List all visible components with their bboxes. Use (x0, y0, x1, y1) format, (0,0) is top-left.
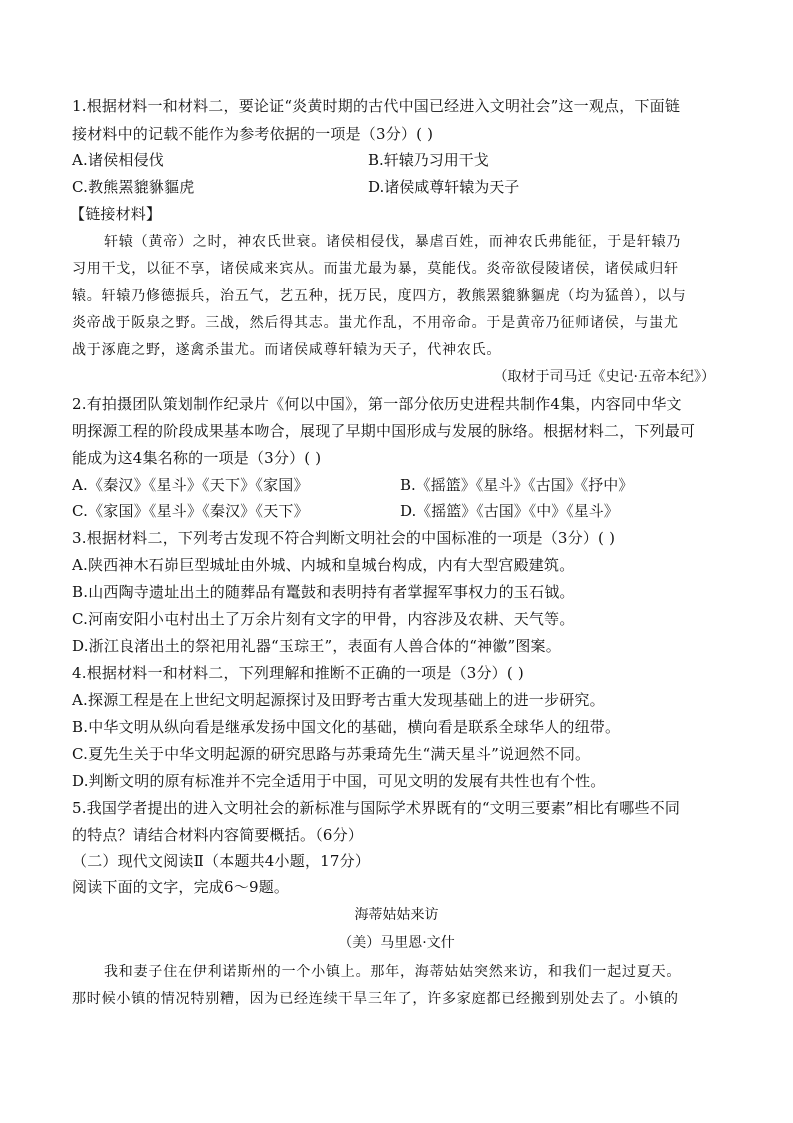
section-heading: （二）现代文阅读Ⅱ（本题共4小题，17分） (72, 852, 371, 870)
q5-stem-line1: 5.我国学者提出的进入文明社会的新标准与国际学术界既有的“文明三要素”相比有哪些不同 (72, 799, 681, 817)
q5-stem-line2: 的特点？请结合材料内容简要概括。（6分） (72, 826, 364, 844)
link-material-line: 炎帝战于阪泉之野。三战，然后得其志。蚩尤作乱，不用帝命。于是黄帝乃征师诸侯，与蚩尤 (72, 315, 679, 331)
q3-option-d: D.浙江良渚出土的祭祀用礼器“玉琮王”，表面有人兽合体的“神徽”图案。 (72, 637, 561, 655)
link-material-line: 轩辕（黄帝）之时，神农氏世衰。诸侯相侵伐，暴虐百姓，而神农氏弗能征，于是轩辕乃 (104, 234, 682, 250)
q1-option-c: C.教熊罴貔貅貙虎 (72, 178, 195, 196)
story-title: 海蒂姑姑来访 (354, 907, 439, 923)
q4-option-b: B.中华文明从纵向看是继承发扬中国文化的基础，横向看是联系全球华人的纽带。 (72, 718, 621, 736)
q1-stem-line1: 1.根据材料一和材料二，要论证“炎黄时期的古代中国已经进入文明社会”这一观点，下面链 (72, 97, 681, 115)
story-paragraph-line: 那时候小镇的情况特别糟，因为已经连续干旱三年了，许多家庭都已经搬到别处去了。小镇的 (72, 991, 679, 1007)
q1-stem-line2: 接材料中的记载不能作为参考依据的一项是（3分）( ) (72, 125, 434, 143)
story-paragraph-line: 我和妻子住在伊利诺斯州的一个小镇上。那年，海蒂姑姑突然来访，和我们一起过夏天。 (104, 964, 682, 980)
q4-option-d: D.判断文明的原有标准并不完全适用于中国，可见文明的发展有共性也有个性。 (72, 772, 606, 790)
link-material-line: 战于涿鹿之野，遂禽杀蚩尤。而诸侯咸尊轩辕为天子，代神农氏。 (72, 342, 502, 358)
q1-option-a: A.诸侯相侵伐 (72, 151, 165, 169)
q2-option-a: A.《秦汉》《星斗》《天下》《家国》 (72, 476, 309, 494)
link-material-source: （取材于司马迁《史记·五帝本纪》） (493, 369, 715, 385)
q4-option-c: C.夏先生关于中华文明起源的研究思路与苏秉琦先生“满天星斗”说迥然不同。 (72, 745, 591, 763)
q2-stem-line1: 2.有拍摄团队策划制作纪录片《何以中国》，第一部分依历史进程共制作4集，内容同中华文 (72, 395, 682, 413)
link-material-line: 习用干戈，以征不享，诸侯咸来宾从。而蚩尤最为暴，莫能伐。炎帝欲侵陵诸侯，诸侯咸归轩 (72, 261, 679, 277)
q2-option-c: C.《家国》《星斗》《秦汉》《天下》 (72, 502, 309, 520)
q1-option-d: D.诸侯咸尊轩辕为天子 (368, 178, 520, 196)
link-material-heading: 【链接材料】 (70, 205, 162, 223)
link-material-line: 辕。轩辕乃修德振兵，治五气，艺五种，抚万民，度四方，教熊罴貔貅貙虎（均为猛兽），以与 (72, 288, 687, 304)
q3-option-c: C.河南安阳小屯村出土了万余片刻有文字的甲骨，内容涉及农耕、天气等。 (72, 610, 575, 628)
q3-option-a: A.陕西神木石峁巨型城址由外城、内城和皇城台构成，内有大型宫殿建筑。 (72, 556, 575, 574)
q3-stem: 3.根据材料二，下列考古发现不符合判断文明社会的中国标准的一项是（3分）( ) (72, 529, 616, 547)
q4-option-a: A.探源工程是在上世纪文明起源探讨及田野考古重大发现基础上的进一步研究。 (72, 691, 605, 709)
story-author: （美）马里恩·文什 (338, 935, 455, 951)
q4-stem: 4.根据材料一和材料二，下列理解和推断不正确的一项是（3分）( ) (72, 664, 524, 682)
q2-option-b: B.《摇篮》《星斗》《古国》《抒中》 (400, 476, 634, 494)
q2-stem-line2: 明探源工程的阶段成果基本吻合，展现了早期中国形成与发展的脉络。根据材料二，下列最可 (72, 422, 696, 440)
q2-stem-line3: 能成为这4集名称的一项是（3分）( ) (72, 449, 322, 467)
q1-option-b: B.轩辕乃习用干戈 (368, 151, 489, 169)
q3-option-b: B.山西陶寺遗址出土的随葬品有鼍鼓和表明持有者掌握军事权力的玉石钺。 (72, 583, 575, 601)
section-instruction: 阅读下面的文字，完成6～9题。 (72, 878, 290, 896)
q2-option-d: D.《摇篮》《古国》《中》《星斗》 (400, 502, 619, 520)
